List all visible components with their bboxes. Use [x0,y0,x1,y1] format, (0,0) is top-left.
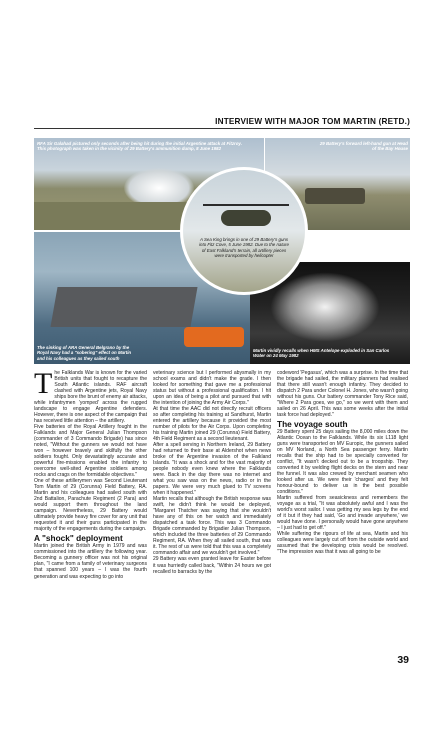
liferaft [184,327,244,347]
paragraph: One of these artillerymen was Second Lieutenant Tom Martin of 29 (Corunna) Field Battery, RA. Martin and his colleagues had sailed south with 2nd Battalion, Parachute Regiment (2 Para) and would support them throughout the land campaign. Nevertheless, 29 Battery would ultimately provide heavy fire cover for any unit that requested it and their guns participated in the majority of the engagements during the campaign. [34,478,147,533]
helicopter-silhouette [221,210,271,226]
paragraph: 29 Battery was even granted leave for Easter before it was hurriedly called back, "Within 24 hours we got recalled to barracks by the [153,556,271,575]
paragraph: Martin suffered from seasickness and remembers the voyage as a trial, "It was absolutely awful and I was the world's worst sailor. I was getting my sea legs by the end of it but if they had said, 'Go and invade anywhere,' we would have done. I personally would have gone anywhere – I just had to get off." [277,495,408,532]
caption-antelope: Martin vividly recalls when HMS Antelope exploded in San Carlos Water on 24 May 1982 [253,348,390,359]
paragraph: Martin recalls that although the British response was swift, he didn't think he would be deployed, "Margaret Thatcher was saying that she wouldn't have any of this on her watch and immediately dispatched a task force. This was 3 Commando Brigade commanded by Brigadier Julian Thompson, which included the three batteries of 29 Commando Regiment, RA. When they all sailed south, that was it. The rest of us were told that this was a completely commando affair and we wouldn't get involved." [153,496,271,557]
drop-cap: T [34,367,53,400]
paragraph: Five batteries of the Royal Artillery fought in the Falklands and Major General Julian Thompson (commander of 3 Commando Brigade) has since noted, "Without the gunners we would not have won – however bravely and skilfully the other soldiers fought. Only devastatingly accurate and powerful fire-missions enabled the infantry to overcome well-sited Argentine soldiers among rocks and crags on the formidable objectives." [34,424,147,479]
article-column-2 [153,370,271,575]
article-column-3 [277,370,408,555]
paragraph: After a spell serving in Northern Ireland, 29 Battery had returned to their base at Aldershot when news broke of the Argentine invasion of the Falkland Islands. "It was a shock and for the vast majority of people nobody even knew where the Falklands were. Back in the day there was no internet and what you saw was on the news, radio or in the papers. We were very much glued to TV screens when it happened." [153,442,271,497]
photo-sea-king-circle [180,167,308,295]
intro-text: he Falklands War is known for the varied British units that fought to recapture the South Atlantic islands. RAF aircraft clashed with Argentine jets, Royal Navy ships bore the brunt of enemy air attacks, while infantrymen 'yomped' across the rugged landscape to engage Argentine defenders. However, there is one aspect of the campaign that has received little attention – the artillery. [34,370,147,425]
explosion-burst [270,272,380,342]
top-margin [0,0,422,104]
ship-silhouette [50,287,197,327]
subheading-voyage-south: The voyage south [277,419,348,430]
caption-sir-galahad: RFA Sir Galahad pictured only seconds after being hit during the initial Argentine attack at Fitzroy. This photograph was taken in the vicinity of 29 Battery's ammunition dump, 8 June 1982 [37,141,242,152]
rotor-blade [203,204,289,206]
header-rule [34,128,410,129]
caption-belgrano: The sinking of ARA General Belgrano by the Royal Navy had a "sobering" effect on Martin and his colleagues as they sailed south [37,345,132,361]
gun-silhouette [305,188,365,204]
article-column-1 [34,367,147,580]
paragraph: At that time the AAC did not directly recruit officers so after completing his training at Sandhurst, Martin entered the artillery because it provided the most number of pilots for the Air Corps. Upon completing his training Martin joined 29 (Corunna) Field Battery, 4th Field Regiment as a second lieutenant. [153,406,271,443]
paragraph: While suffering the rigours of life at sea, Martin and his colleagues were largely cut off from the outside world and assumed that the developing crisis would be resolved. "The impression was that it was all going to be [277,531,408,556]
intro-paragraph [34,367,147,425]
paragraph: veterinary science but I performed abysmally in my school exams and didn't make the grade. I then looked for something that gave me a professional status but without a professional qualification. I hit upon an idea of being a pilot and pursued that with the intention of joining the Army Air Corps." [153,370,271,407]
caption-forward-gun: 29 Battery's forward left-hand gun at Head of the Bay House [319,141,408,152]
article-header: INTERVIEW WITH MAJOR TOM MARTIN (RETD.) [215,117,410,126]
paragraph: Martin joined the British Army in 1979 and was commissioned into the artillery the following year. Becoming a gunnery officer was not his original plan, "I came from a family of veterinary surgeons that spanned 100 years – I was the fourth generation and was expecting to go into [34,543,147,580]
caption-sea-king: A Sea King brings in one of 29 Battery's guns into Fitz Cove, 5 June 1982. Due to the nature of East Falkland's terrain, all artillery pieces were transported by helicopter [199,237,289,259]
paragraph: codeword 'Pegasus', which was a surprise. In the time that the brigade had sailed, the military planners had realised that there still wasn't enough infantry. They decided to dispatch 2 Para under Colonel H. Jones, who wasn't going without his guns. Our battery commander Tony Rice said, "Where 2 Para goes, we go," so we went with them and sailed on 26 April. This was some weeks after the initial task force had deployed." [277,370,408,419]
paragraph: 29 Battery spent 25 days sailing the 8,000 miles down the Atlantic Ocean to the Falklands. While its six L118 light guns were transported on MV Europic, the gunners sailed on MV Norland, a North Sea passenger ferry. Martin recalls that the ship had to be specially converted for conflict, "It wasn't decked out to be a troopship. They converted it by welding flight decks on the stern and near the funnel. It was also crewed by merchant seamen who looked after us. We were their 'charges' and they felt honour-bound to deliver us in the best possible conditions." [277,429,408,496]
subheading-shock-deployment: A "shock" deployment [34,533,123,544]
page-number: 39 [397,654,409,666]
